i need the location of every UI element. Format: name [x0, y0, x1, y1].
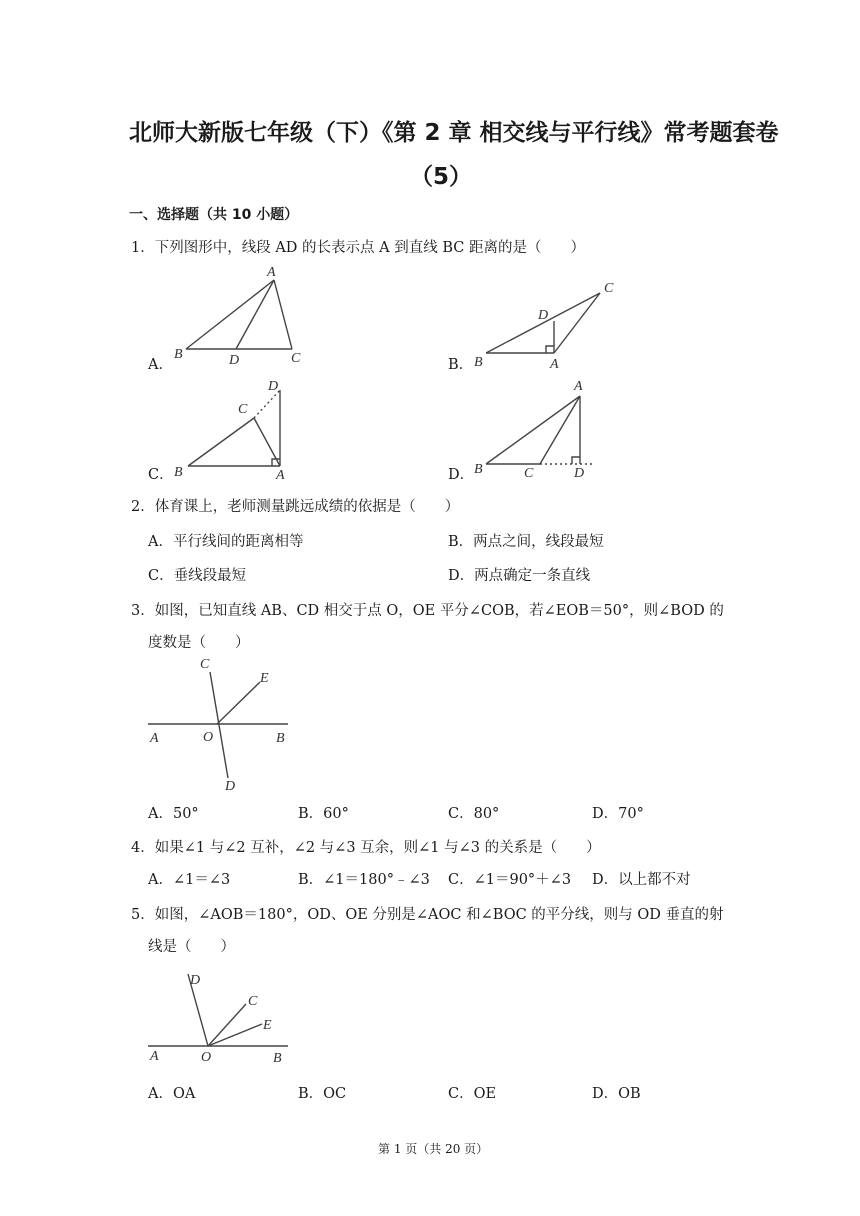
q3-fig-label-c: C — [200, 657, 210, 672]
fig-d-label-c: C — [524, 466, 534, 480]
q3-option-a: A．50° — [148, 806, 199, 822]
question-2-stem: 2．体育课上，老师测量跳远成绩的依据是（ ） — [131, 499, 460, 515]
fig-b-label-c: C — [604, 281, 614, 296]
fig-d-label-b: B — [474, 462, 483, 477]
q4-option-d: D．以上都不对 — [592, 872, 691, 888]
fig-b-label-a: A — [550, 357, 559, 372]
fig-d-label-a: A — [574, 379, 583, 394]
q1-option-c-label: C． — [148, 467, 174, 483]
fig-c-label-b: B — [174, 465, 183, 480]
question-3-stem-line2: 度数是（ ） — [148, 635, 250, 651]
q2-option-d: D．两点确定一条直线 — [448, 568, 591, 584]
q3-figure — [140, 652, 300, 794]
q5-fig-label-d: D — [190, 973, 201, 988]
q4-option-a: A．∠1＝∠3 — [148, 872, 231, 888]
q5-fig-label-a: A — [150, 1049, 159, 1064]
fig-c-label-d: D — [268, 379, 279, 394]
page-title-number: （5） — [410, 164, 473, 190]
fig-c-label-a: A — [276, 468, 285, 480]
q5-fig-label-e: E — [263, 1018, 272, 1033]
fig-b-label-b: B — [474, 355, 483, 370]
q4-option-b: B．∠1＝180°﹣∠3 — [298, 872, 430, 888]
q5-figure — [140, 960, 300, 1072]
q1-figure-d — [468, 376, 628, 480]
fig-b-label-d: D — [538, 308, 549, 323]
q3-fig-label-b: B — [276, 731, 285, 746]
fig-a-label-b: B — [174, 347, 183, 362]
q5-fig-label-o: O — [201, 1050, 212, 1065]
q3-fig-label-d: D — [225, 779, 236, 794]
question-5-stem-line1: 5．如图，∠AOB＝180°，OD、OE 分别是∠AOC 和∠BOC 的平分线，则与 OD 垂直的射 — [131, 907, 724, 923]
q1-option-d-label: D． — [448, 467, 475, 483]
page-footer: 第 1 页（共 20 页） — [378, 1142, 489, 1156]
q5-option-b: B．OC — [298, 1086, 347, 1102]
fig-a-label-a: A — [267, 265, 276, 280]
q3-fig-label-e: E — [260, 671, 269, 686]
q3-option-b: B．60° — [298, 806, 349, 822]
q2-option-b: B．两点之间，线段最短 — [448, 534, 604, 550]
question-1-stem: 1．下列图形中，线段 AD 的长表示点 A 到直线 BC 距离的是（ ） — [131, 240, 585, 256]
fig-d-label-d: D — [574, 466, 585, 480]
q1-option-b-label: B． — [448, 357, 474, 373]
q3-fig-label-a: A — [150, 731, 159, 746]
question-4-stem: 4．如果∠1 与∠2 互补，∠2 与∠3 互余，则∠1 与∠3 的关系是（ ） — [131, 840, 601, 856]
q4-option-c: C．∠1＝90°＋∠3 — [448, 872, 572, 888]
q5-option-c: C．OE — [448, 1086, 497, 1102]
q2-option-c: C．垂线段最短 — [148, 568, 247, 584]
section-heading: 一、选择题（共 10 小题） — [129, 207, 299, 223]
fig-a-label-d: D — [229, 353, 240, 368]
q5-fig-label-c: C — [248, 994, 258, 1009]
q1-figure-c — [168, 376, 308, 480]
q3-option-c: C．80° — [448, 806, 500, 822]
page-title: 北师大新版七年级（下）《第 2 章 相交线与平行线》常考题套卷 — [129, 120, 779, 146]
q5-option-a: A．OA — [148, 1086, 196, 1102]
q1-option-a-label: A． — [148, 357, 173, 373]
q1-figure-a — [168, 262, 318, 370]
q3-option-d: D．70° — [592, 806, 644, 822]
fig-c-label-c: C — [238, 402, 248, 417]
question-3-stem-line1: 3．如图，已知直线 AB、CD 相交于点 O，OE 平分∠COB，若∠EOB＝50°，则∠BOD 的 — [131, 603, 724, 619]
q5-fig-label-b: B — [273, 1051, 282, 1066]
q5-option-d: D．OB — [592, 1086, 641, 1102]
q1-figure-b — [468, 276, 628, 372]
q2-option-a: A．平行线间的距离相等 — [148, 534, 304, 550]
question-5-stem-line2: 线是（ ） — [148, 939, 235, 955]
q3-fig-label-o: O — [203, 730, 214, 745]
fig-a-label-c: C — [291, 351, 301, 366]
